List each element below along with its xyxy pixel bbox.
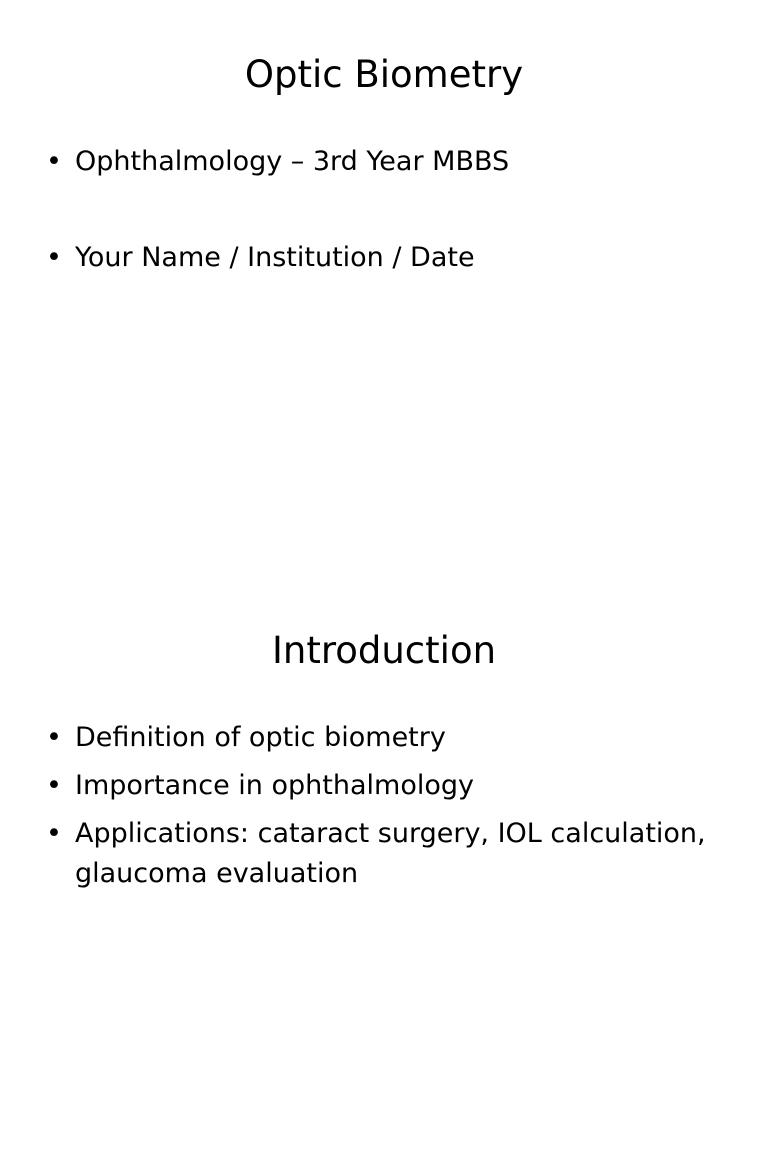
bullet-item [46,142,726,182]
bullet-icon: • [46,722,62,753]
bullet-text: Applications: cataract surgery, IOL calculation, glaucoma evaluation [75,818,706,889]
slide-title: Optic Biometry [244,53,524,96]
bullet-item [46,766,726,806]
bullet-item [46,718,726,758]
bullet-icon: • [46,242,62,273]
bullet-item [46,814,726,894]
bullet-item [46,238,726,278]
bullet-icon: • [46,818,62,849]
bullet-list [46,718,726,894]
bullet-list [46,142,726,278]
bullet-text: Ophthalmology – 3rd Year MBBS [75,146,510,177]
slide-introduction [0,576,768,1152]
bullet-text: Your Name / Institution / Date [75,242,475,273]
bullet-icon: • [46,146,62,177]
bullet-text: Importance in ophthalmology [75,770,474,801]
slide-title: Introduction [271,629,497,672]
bullet-text: Definition of optic biometry [75,722,446,753]
bullet-icon: • [46,770,62,801]
